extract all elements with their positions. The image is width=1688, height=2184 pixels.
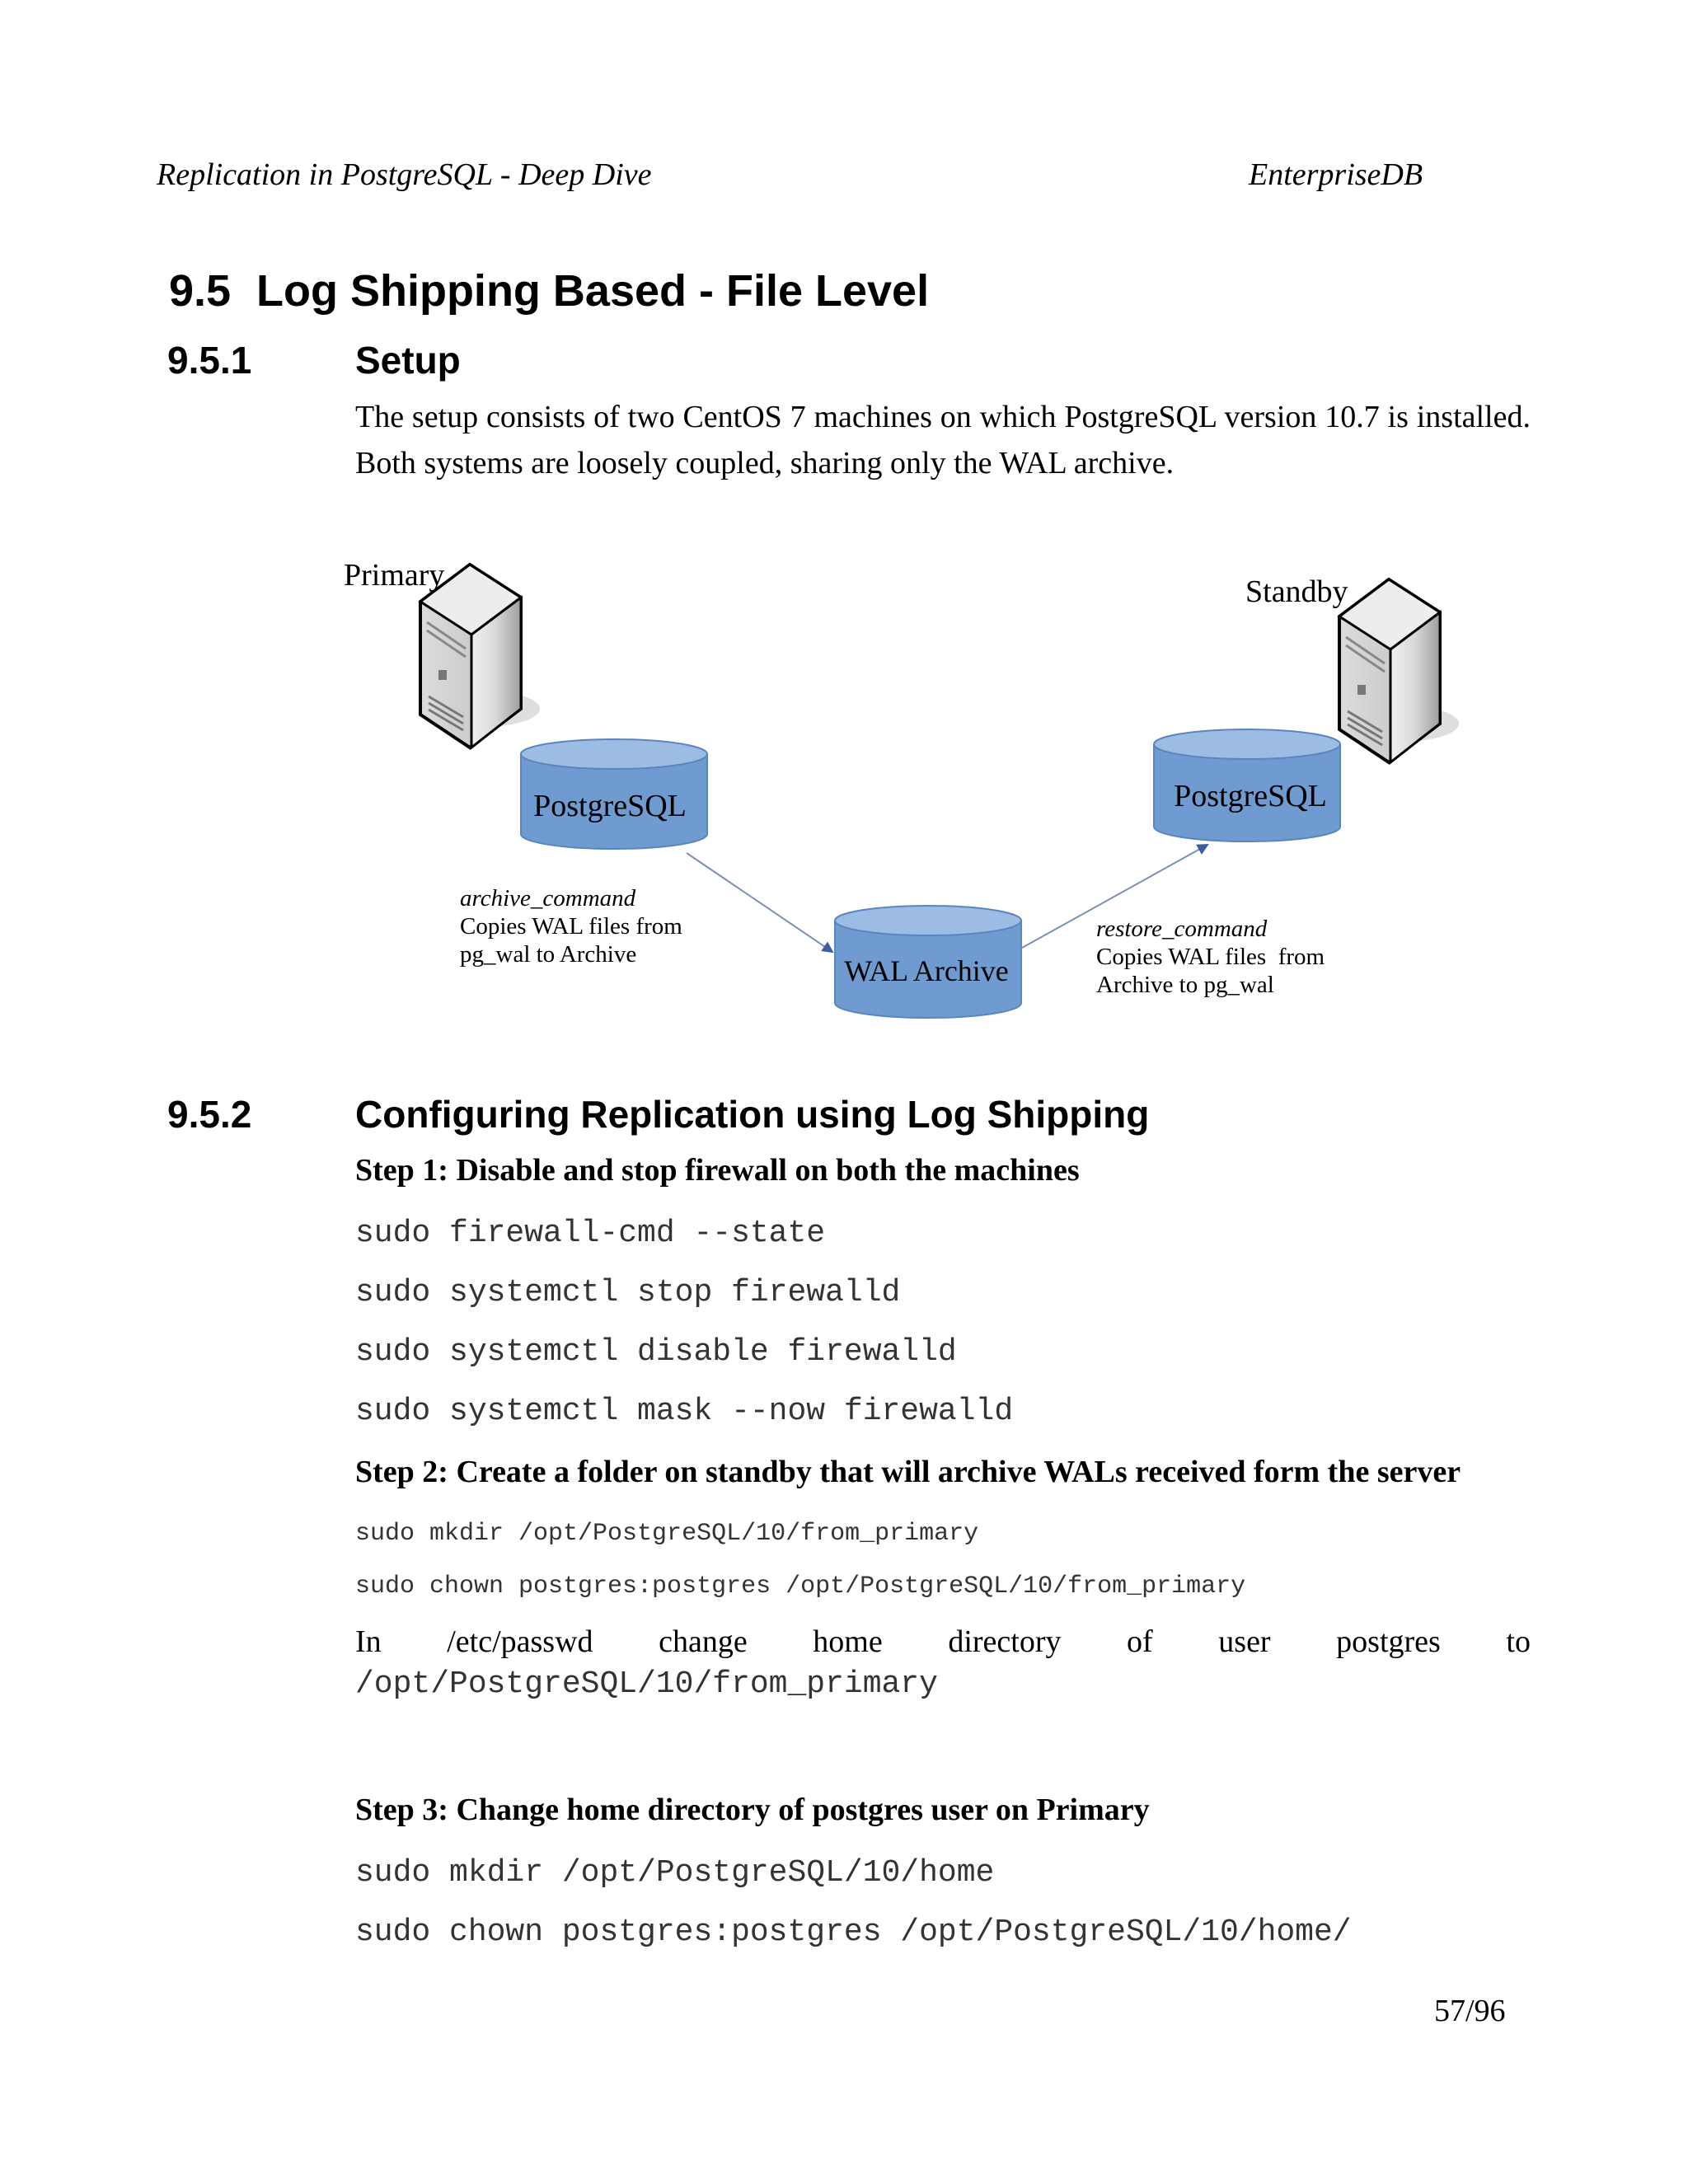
passwd-note-word: directory xyxy=(948,1624,1062,1659)
step3-title: Step 3: Change home directory of postgres user on Primary xyxy=(355,1793,1150,1827)
step3-command: sudo mkdir /opt/PostgreSQL/10/home xyxy=(355,1855,995,1891)
passwd-note-word: In xyxy=(355,1624,382,1659)
primary-db-label: PostgreSQL xyxy=(533,789,687,823)
step1-command: sudo systemctl disable firewalld xyxy=(355,1334,957,1370)
archive-arrow xyxy=(687,853,832,952)
passwd-note-word: user xyxy=(1218,1624,1271,1659)
section-title: Log Shipping Based - File Level xyxy=(256,266,930,316)
running-header-title: Replication in PostgreSQL - Deep Dive xyxy=(157,157,652,192)
passwd-note-word: change xyxy=(659,1624,748,1659)
passwd-note-word: to xyxy=(1506,1624,1531,1659)
step1-command: sudo firewall-cmd --state xyxy=(355,1216,826,1251)
passwd-note xyxy=(355,1624,1531,1660)
page-number: 57/96 xyxy=(1434,1994,1506,2028)
archive-note-line2: pg_wal to Archive xyxy=(460,941,637,968)
passwd-note-word: postgres xyxy=(1336,1624,1441,1659)
passwd-note-word: of xyxy=(1127,1624,1153,1659)
configuring-number: 9.5.2 xyxy=(167,1093,252,1136)
setup-title: Setup xyxy=(355,339,461,382)
setup-paragraph: The setup consists of two CentOS 7 machines on which PostgreSQL version 10.7 is installed. Both systems are loosely coupled, sharing only the WAL archive. xyxy=(355,400,1531,480)
archive-note-title: archive_command xyxy=(460,885,636,912)
standby-label: Standby xyxy=(1245,574,1348,609)
step2-command: sudo mkdir /opt/PostgreSQL/10/from_primary xyxy=(355,1520,979,1548)
step2-command: sudo chown postgres:postgres /opt/PostgreSQL/10/from_primary xyxy=(355,1572,1246,1601)
standby-db-label: PostgreSQL xyxy=(1174,779,1327,813)
restore-note-title: restore_command xyxy=(1096,916,1268,942)
step1-command: sudo systemctl stop firewalld xyxy=(355,1275,901,1310)
running-header-company: EnterpriseDB xyxy=(1249,157,1423,192)
step1-command: sudo systemctl mask --now firewalld xyxy=(355,1394,1014,1429)
step2-title: Step 2: Create a folder on standby that will archive WALs received form the server xyxy=(355,1455,1461,1489)
standby-server-icon xyxy=(1339,579,1459,762)
restore-note-line1: Copies WAL files from xyxy=(1096,944,1325,970)
step1-title: Step 1: Disable and stop firewall on both the machines xyxy=(355,1153,1080,1188)
step3-command: sudo chown postgres:postgres /opt/PostgreSQL/10/home/ xyxy=(355,1915,1352,1950)
configuring-title: Configuring Replication using Log Shipping xyxy=(355,1093,1150,1136)
passwd-note-word: home xyxy=(813,1624,883,1659)
setup-number: 9.5.1 xyxy=(167,339,252,382)
passwd-note-word: /etc/passwd xyxy=(447,1624,593,1659)
archive-note-line1: Copies WAL files from xyxy=(460,913,682,940)
section-number: 9.5 xyxy=(169,266,232,316)
passwd-note-path: /opt/PostgreSQL/10/from_primary xyxy=(355,1666,938,1702)
wal-archive-label: WAL Archive xyxy=(844,954,1009,987)
primary-label: Primary xyxy=(344,558,445,593)
replication-diagram xyxy=(0,0,1688,1071)
restore-note-line2: Archive to pg_wal xyxy=(1096,972,1274,998)
